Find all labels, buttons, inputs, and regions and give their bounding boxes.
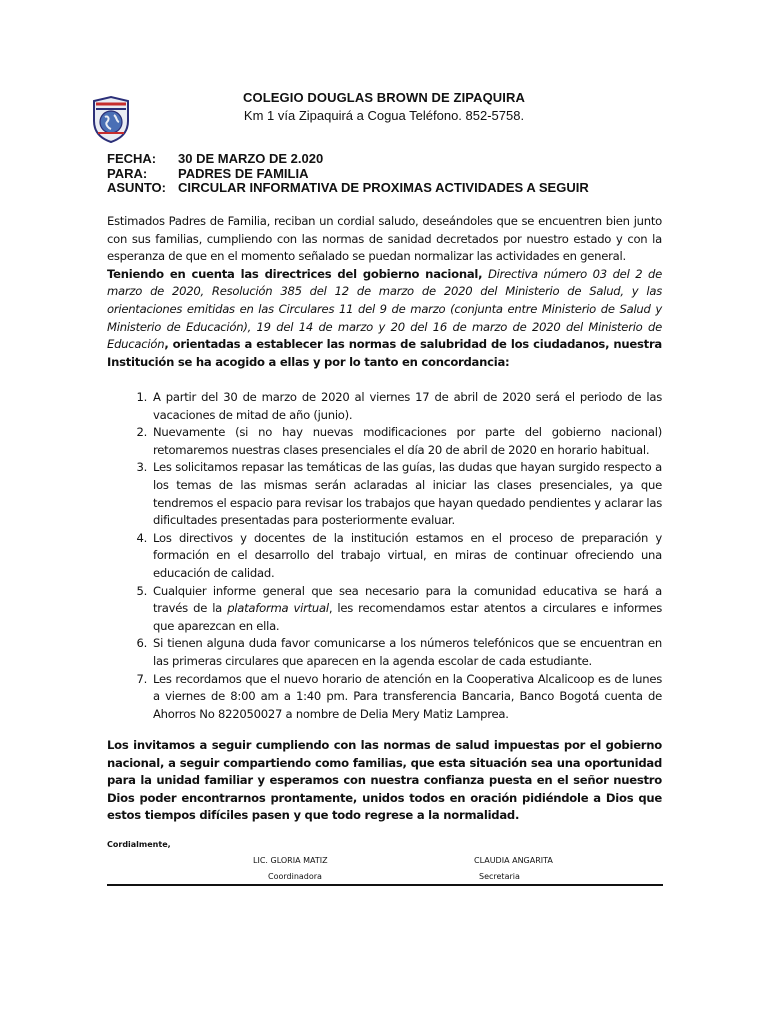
list-item-text-emphasis: plataforma virtual: [227, 601, 329, 616]
directives-lead: Teniendo en cuenta las directrices del gobierno nacional,: [107, 266, 483, 281]
directives-paragraph: [107, 266, 662, 372]
list-item-number: 1.: [136, 390, 147, 404]
list-item-number: 3.: [136, 460, 147, 475]
meta-key: ASUNTO:: [107, 180, 166, 195]
list-item-text: A partir del 30 de marzo de 2020 al viernes 17 de abril de 2020 será el periodo de las vacaciones de mitad de año (junio).: [153, 390, 662, 422]
meta-row-asunto: [107, 181, 589, 196]
list-item: [107, 635, 662, 670]
signer-2-name: CLAUDIA ANGARITA: [474, 856, 553, 865]
list-item: [107, 389, 662, 424]
list-item-text: [153, 583, 662, 636]
signer-1-role: Coordinadora: [268, 872, 322, 881]
closing-paragraph: Los invitamos a seguir cumpliendo con las normas de salud impuestas por el gobierno nacional, a seguir compartiendo como familias, que esta situación sea una oportunidad para la unidad familiar y esperamos con nuestra confianza puesta en el señor nuestro Dios poder encontrarnos prontamente, unidos todos en oración pidiéndole a Dios que estos tiempos difíciles pasen y que todo regrese a la normalidad.: [107, 738, 662, 823]
list-item: [107, 671, 662, 724]
footer-rule: [107, 884, 663, 886]
list-item: [107, 583, 662, 636]
list-item-text-start: Cualquier informe general que sea necesario para la comunidad educativa se hará a través de la: [153, 583, 662, 616]
meta-value: PADRES DE FAMILIA: [178, 165, 309, 181]
directives-citation: Directiva número 03 del 2 de marzo de 2020, Resolución 385 del 12 de marzo de 2020 del Ministerio de Salud, y las orientaciones emitidas en las Circulares 11 del 9 de marzo (conjunta entre Ministerio de Salud y Ministerio de Educación), 19 del 14 de marzo y 20 del 16 de marzo de 2020 del Ministerio de Educación: [107, 266, 662, 352]
school-address: Km 1 vía Zipaquirá a Cogua Teléfono. 852-5758.: [243, 108, 525, 123]
letterhead: [0, 90, 768, 124]
meta-value: 30 DE MARZO DE 2.020: [178, 151, 324, 166]
list-item-text: Les recordamos que el nuevo horario de atención en la Cooperativa Alcalicoop es de lunes a viernes de 8:00 am a 1:40 pm. Para transferencia Bancaria, Banco Bogotá cuenta de Ahorros No 822050027 a nombre de Delia Mery Matiz Lamprea.: [153, 671, 662, 721]
list-item-number: 2.: [136, 425, 147, 440]
list-item: [107, 530, 662, 583]
meta-row-para: [107, 167, 589, 182]
list-item: [107, 424, 662, 459]
signer-2-role: Secretaria: [479, 872, 520, 881]
list-item-number: 4.: [136, 530, 147, 545]
list-item-number: 5.: [136, 583, 147, 598]
list-item-text: Nuevamente (si no hay nuevas modificaciones por parte del gobierno nacional) retomaremos nuestras clases presenciales el día 20 de abril de 2020 en horario habitual.: [153, 425, 662, 457]
meta-row-fecha: [107, 152, 589, 167]
list-item: [107, 459, 662, 529]
salutation: Cordialmente,: [107, 840, 171, 849]
signer-1-name: LIC. GLORIA MATIZ: [253, 856, 328, 865]
list-item-text: Les solicitamos repasar las temáticas de las guías, las dudas que hayan surgido respecto a los temas de las mismas serán aclaradas al iniciar las clases presenciales, ya que tendremos el espacio para revisar los trabajos que hayan quedado pendientes y aclarar las dificultades presentadas para posteriormente evaluar.: [153, 460, 663, 528]
directives-tail: , orientadas a establecer las normas de salubridad de los ciudadanos, nuestra Institución se ha acogido a ellas y por lo tanto en concordancia:: [107, 337, 662, 369]
meta-key: PARA:: [107, 165, 148, 181]
list-item-number: 6.: [136, 636, 147, 651]
list-item-text: Si tienen alguna duda favor comunicarse a los números telefónicos que se encuentran en las primeras circulares que aparecen en la agenda escolar de cada estudiante.: [153, 636, 662, 668]
list-item-text-end: , les recomendamos estar atentos a circulares e informes que aparezcan en ella.: [153, 601, 663, 633]
meta-value: CIRCULAR INFORMATIVA DE PROXIMAS ACTIVIDADES A SEGUIR: [178, 180, 589, 195]
school-name: COLEGIO DOUGLAS BROWN DE ZIPAQUIRA: [243, 90, 525, 105]
memo-meta: [107, 152, 589, 196]
meta-key: FECHA:: [107, 151, 157, 166]
intro-paragraph: Estimados Padres de Familia, reciban un cordial saludo, deseándoles que se encuentren bien junto con sus familias, cumpliendo con las normas de sanidad decretados por nuestro estado y con la esperanza de que en el momento señalado se puedan normalizar las actividades en general.: [107, 214, 662, 264]
list-item-number: 7.: [136, 671, 147, 686]
numbered-list: [107, 389, 662, 723]
intro-section: [107, 213, 662, 371]
list-item-text: Los directivos y docentes de la institución estamos en el proceso de preparación y formación en el desarrollo del trabajo virtual, en miras de continuar ofreciendo una educación de calidad.: [153, 530, 662, 580]
